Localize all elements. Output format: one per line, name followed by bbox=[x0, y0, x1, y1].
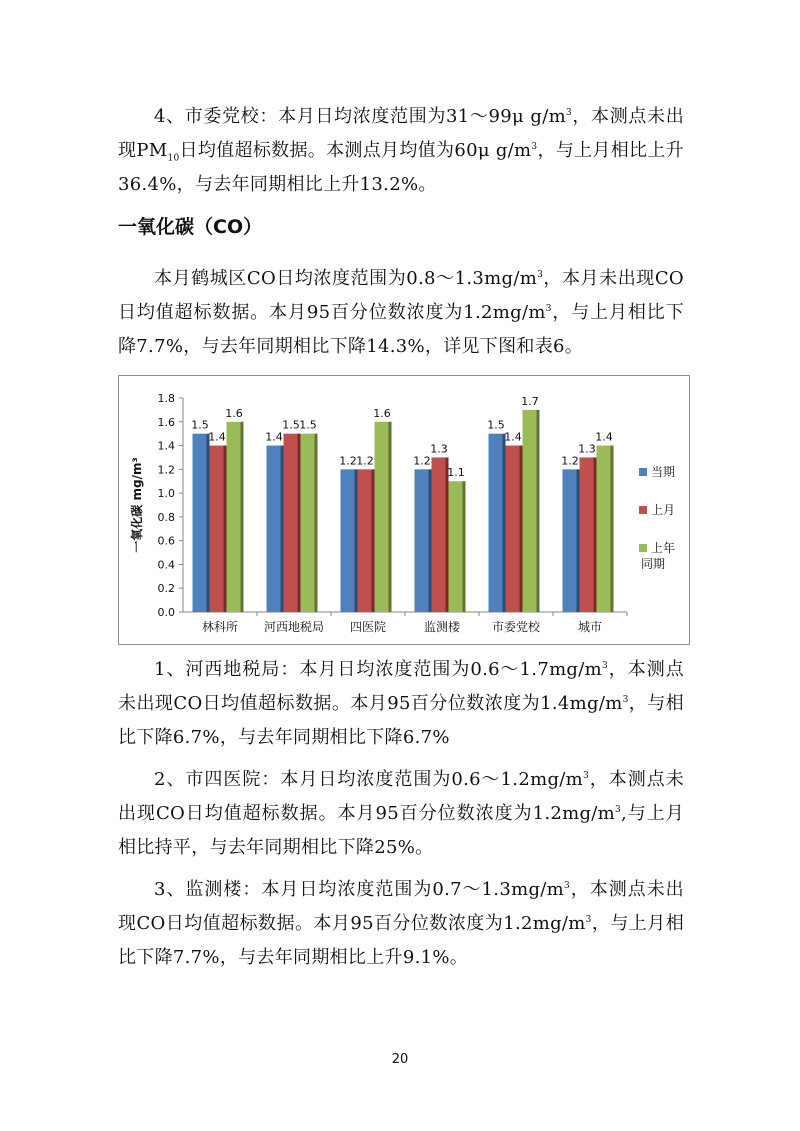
bar-0-0 bbox=[193, 434, 207, 612]
y-tick-label: 1.4 bbox=[157, 439, 175, 453]
data-label: 1.4 bbox=[595, 430, 613, 444]
data-label: 1.2 bbox=[356, 454, 374, 468]
paragraph-hexi-tax-bureau: 1、河西地税局：本月日均浓度范围为$0.6\sim 1.7mg/m^3$，本测点未出现CO日均值超标数据。本月95百分位数浓度为$1.4mg/m^3$，与相比下降6.7%，与去年同期相比下降6.7% bbox=[118, 659, 685, 748]
bar-2-0 bbox=[227, 422, 241, 612]
bar-side-2-1 bbox=[315, 434, 318, 612]
data-label: 1.2 bbox=[561, 454, 579, 468]
bar-0-4 bbox=[489, 434, 503, 612]
y-tick-label: 0.2 bbox=[157, 582, 175, 596]
bar-side-1-2 bbox=[372, 469, 375, 612]
bar-2-5 bbox=[597, 446, 611, 612]
bar-0-2 bbox=[341, 469, 355, 612]
co-bar-chart bbox=[118, 375, 690, 645]
x-category-label: 林科所 bbox=[201, 620, 239, 634]
bar-side-0-1 bbox=[281, 446, 284, 612]
bar-side-0-0 bbox=[207, 434, 210, 612]
bar-side-2-0 bbox=[241, 422, 244, 612]
y-tick-label: 0.8 bbox=[157, 510, 175, 524]
page-number: 20 bbox=[391, 1052, 409, 1067]
x-category-label: 监测楼 bbox=[423, 620, 461, 634]
y-tick-label: 0.4 bbox=[157, 558, 175, 572]
bar-side-2-4 bbox=[537, 410, 540, 612]
data-label: 1.1 bbox=[447, 466, 465, 480]
y-tick-label: 0.0 bbox=[157, 606, 175, 619]
bar-2-1 bbox=[301, 434, 315, 612]
bar-side-0-4 bbox=[503, 434, 506, 612]
bar-1-1 bbox=[284, 434, 298, 612]
paragraph-co-summary: 本月鹤城区CO日均浓度范围为$0.8\sim 1.3mg/m^3$，本月未出现CO日均值超标数据。本月95百分位数浓度为$1.2mg/m^3$，与上月相比下降7.7%，与去年同期相比下降14.3%，详见下图和表6。 bbox=[118, 268, 684, 357]
y-tick-label: 1.8 bbox=[157, 392, 175, 405]
bar-side-1-4 bbox=[520, 446, 523, 612]
bar-side-1-0 bbox=[224, 446, 227, 612]
bar-2-2 bbox=[375, 422, 389, 612]
bar-1-3 bbox=[432, 457, 446, 612]
paragraph-fourth-hospital: 2、市四医院：本月日均浓度范围为$0.6\sim 1.2mg/m^3$，本测点未出现CO日均值超标数据。本月95百分位数浓度为$1.2mg/m^3$,与上月相比持平，与去年同期相比下降25%。 bbox=[118, 769, 685, 858]
data-label: 1.5 bbox=[191, 418, 209, 432]
x-category-label: 市委党校 bbox=[491, 620, 541, 634]
bar-side-2-2 bbox=[389, 422, 392, 612]
data-label: 1.3 bbox=[430, 442, 448, 456]
data-label: 1.6 bbox=[373, 406, 391, 420]
data-label: 1.4 bbox=[504, 430, 522, 444]
bar-side-2-5 bbox=[611, 446, 614, 612]
legend-label: 上月 bbox=[651, 503, 676, 517]
bar-side-1-3 bbox=[446, 457, 449, 612]
bar-1-2 bbox=[358, 469, 372, 612]
bar-0-5 bbox=[563, 469, 577, 612]
data-label: 1.5 bbox=[282, 418, 300, 432]
legend-label: 当期 bbox=[651, 465, 676, 479]
y-axis-label: 一氧化碳 mg/m³ bbox=[130, 457, 144, 553]
legend-label: 上年同期 bbox=[641, 541, 676, 571]
bar-side-0-3 bbox=[429, 469, 432, 612]
bar-1-0 bbox=[210, 446, 224, 612]
data-label: 1.6 bbox=[225, 406, 243, 420]
bar-side-1-1 bbox=[298, 434, 301, 612]
bar-side-0-5 bbox=[577, 469, 580, 612]
data-label: 1.2 bbox=[413, 454, 431, 468]
legend-swatch-0 bbox=[639, 468, 647, 476]
data-label: 1.4 bbox=[265, 430, 283, 444]
x-category-label: 河西地税局 bbox=[263, 620, 325, 634]
data-label: 1.7 bbox=[521, 394, 539, 408]
data-label: 1.4 bbox=[208, 430, 226, 444]
section-heading-co: 一氧化碳（CO） bbox=[118, 216, 263, 238]
paragraph-party-school-pm10: 4、市委党校：本月日均浓度范围为31～99μ $g/m^3$，本测点未出现$PM_{10}$日均值超标数据。本测点月均值为60μ $g/m^3$，与上月相比上升36.4%，与去年同期相比上升13.2%。 bbox=[118, 106, 684, 195]
bar-side-2-3 bbox=[463, 481, 466, 612]
bar-0-3 bbox=[415, 469, 429, 612]
paragraph-monitoring-building: 3、监测楼：本月日均浓度范围为$0.7\sim 1.3mg/m^3$，本测点未出现CO日均值超标数据。本月95百分位数浓度为$1.2mg/m^3$，与上月相比下降7.7%，与去年同期相比上升9.1%。 bbox=[118, 879, 684, 968]
data-label: 1.5 bbox=[299, 418, 317, 432]
bar-side-0-2 bbox=[355, 469, 358, 612]
legend-swatch-2 bbox=[639, 544, 647, 552]
bar-2-4 bbox=[523, 410, 537, 612]
data-label: 1.5 bbox=[487, 418, 505, 432]
legend-swatch-1 bbox=[639, 506, 647, 514]
bar-2-3 bbox=[449, 481, 463, 612]
data-label: 1.2 bbox=[339, 454, 357, 468]
y-tick-label: 1.6 bbox=[157, 415, 175, 429]
co-bar-chart-svg bbox=[119, 376, 689, 644]
bar-1-5 bbox=[580, 457, 594, 612]
y-tick-label: 0.6 bbox=[157, 534, 175, 548]
bar-0-1 bbox=[267, 446, 281, 612]
bar-side-1-5 bbox=[594, 457, 597, 612]
x-category-label: 四医院 bbox=[349, 620, 387, 634]
x-category-label: 城市 bbox=[577, 620, 603, 634]
data-label: 1.3 bbox=[578, 442, 596, 456]
bar-1-4 bbox=[506, 446, 520, 612]
y-tick-label: 1.2 bbox=[157, 463, 175, 477]
y-tick-label: 1.0 bbox=[157, 487, 175, 501]
